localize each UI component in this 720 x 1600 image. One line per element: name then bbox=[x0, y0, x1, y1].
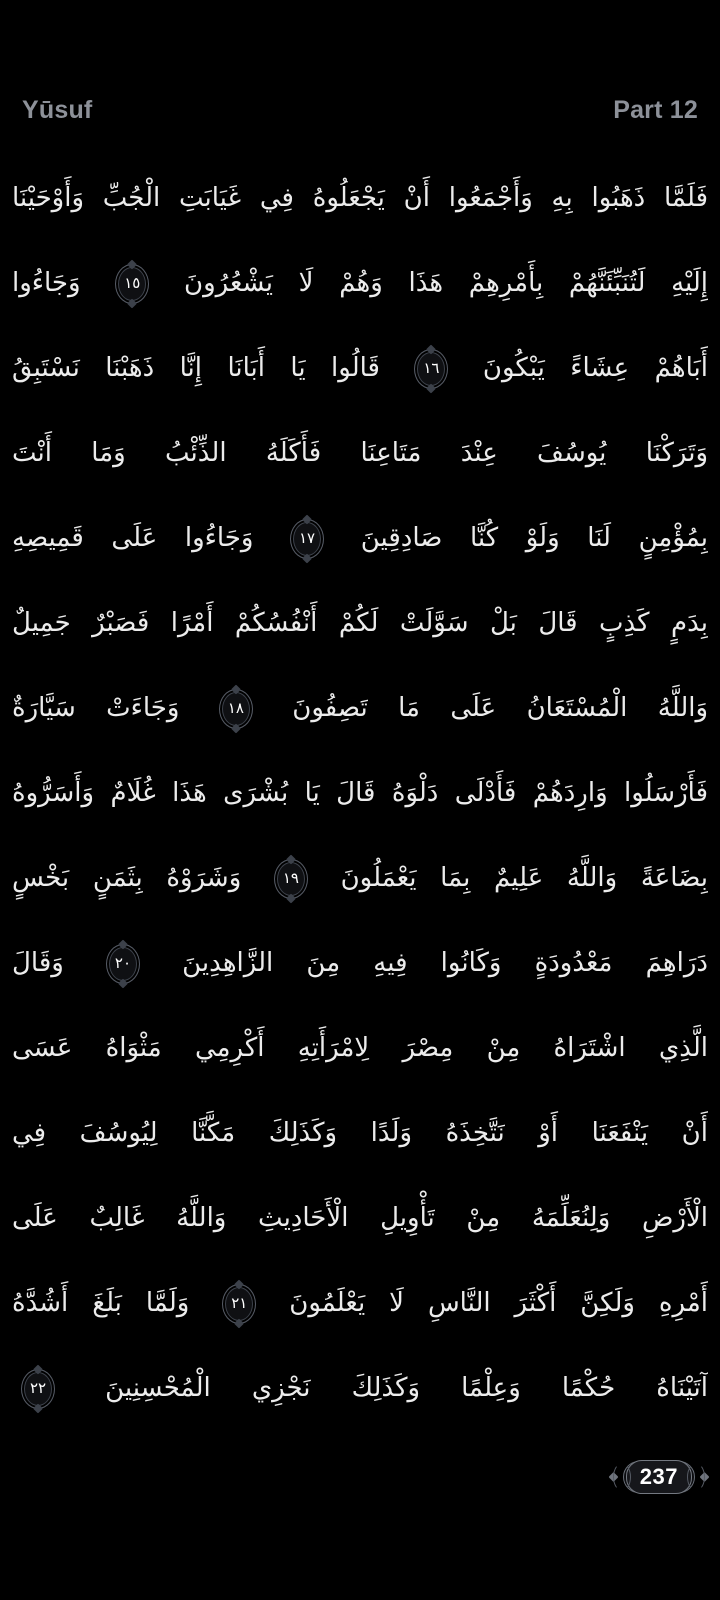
mushaf-line[interactable] bbox=[12, 1006, 708, 1091]
ayah-text: أَنْ يَنْفَعَنَا أَوْ نَتَّخِذَهُ وَلَدًا وَكَذَلِكَ مَكَّنَّا لِيُوسُفَ فِي bbox=[12, 1118, 708, 1148]
ayah-text: أَبَاهُمْ عِشَاءً يَبْكُونَ bbox=[482, 353, 708, 383]
page-number: 237 bbox=[626, 1460, 692, 1494]
ayah-end-marker: ١٨ bbox=[219, 689, 253, 729]
ayah-text: دَرَاهِمَ مَعْدُودَةٍ وَكَانُوا فِيهِ مِنَ الزَّاهِدِينَ bbox=[182, 948, 708, 978]
ayah-text: وَلَمَّا بَلَغَ أَشُدَّهُ bbox=[12, 1288, 190, 1318]
ayah-text: آتَيْنَاهُ حُكْمًا وَعِلْمًا وَكَذَلِكَ نَجْزِي الْمُحْسِنِينَ bbox=[105, 1373, 708, 1403]
ayah-end-marker: ١٧ bbox=[290, 519, 324, 559]
badge-ornament-right-icon bbox=[695, 1462, 707, 1492]
ayah-text: وَجَاءُوا bbox=[12, 268, 81, 298]
mushaf-line[interactable] bbox=[12, 751, 708, 836]
mushaf-line[interactable] bbox=[12, 496, 708, 581]
mushaf-line[interactable] bbox=[12, 1176, 708, 1261]
page-number-badge bbox=[611, 1461, 707, 1493]
mushaf-page bbox=[0, 156, 720, 1431]
mushaf-line[interactable] bbox=[12, 1261, 708, 1346]
mushaf-line[interactable] bbox=[12, 581, 708, 666]
header bbox=[0, 96, 720, 125]
ayah-text: إِلَيْهِ لَتُنَبِّئَنَّهُمْ بِأَمْرِهِمْ هَذَا وَهُمْ لَا يَشْعُرُونَ bbox=[184, 268, 708, 298]
ayah-text: فَأَرْسَلُوا وَارِدَهُمْ فَأَدْلَى دَلْوَهُ قَالَ يَا بُشْرَى هَذَا غُلَامٌ وَأَسَرُّوهُ bbox=[12, 778, 708, 808]
ayah-end-marker: ٢٠ bbox=[106, 944, 140, 984]
surah-name-label: Yūsuf bbox=[22, 96, 93, 124]
ayah-text: أَمْرِهِ وَلَكِنَّ أَكْثَرَ النَّاسِ لَا يَعْلَمُونَ bbox=[289, 1288, 708, 1318]
mushaf-line[interactable] bbox=[12, 1346, 708, 1431]
ayah-end-marker: ١٦ bbox=[414, 349, 448, 389]
mushaf-line[interactable] bbox=[12, 156, 708, 241]
mushaf-line[interactable] bbox=[12, 411, 708, 496]
mushaf-line[interactable] bbox=[12, 326, 708, 411]
ayah-end-marker: ٢٢ bbox=[21, 1369, 55, 1409]
ayah-text: الَّذِي اشْتَرَاهُ مِنْ مِصْرَ لِامْرَأَتِهِ أَكْرِمِي مَثْوَاهُ عَسَى bbox=[12, 1033, 708, 1063]
mushaf-line[interactable] bbox=[12, 836, 708, 921]
ayah-text: وَقَالَ bbox=[12, 948, 64, 978]
mushaf-line[interactable] bbox=[12, 921, 708, 1006]
ayah-end-marker: ١٥ bbox=[115, 264, 149, 304]
part-label: Part 12 bbox=[613, 96, 698, 124]
badge-ornament-left-icon bbox=[611, 1462, 623, 1492]
ayah-text: وَتَرَكْنَا يُوسُفَ عِنْدَ مَتَاعِنَا فَأَكَلَهُ الذِّئْبُ وَمَا أَنْتَ bbox=[12, 438, 708, 468]
ayah-end-marker: ١٩ bbox=[274, 859, 308, 899]
ayah-text: الْأَرْضِ وَلِنُعَلِّمَهُ مِنْ تَأْوِيلِ الْأَحَادِيثِ وَاللَّهُ غَالِبٌ عَلَى bbox=[12, 1203, 708, 1233]
ayah-text: قَالُوا يَا أَبَانَا إِنَّا ذَهَبْنَا نَسْتَبِقُ bbox=[12, 353, 380, 383]
ayah-text: بِضَاعَةً وَاللَّهُ عَلِيمٌ بِمَا يَعْمَلُونَ bbox=[340, 863, 708, 893]
ayah-text: وَشَرَوْهُ بِثَمَنٍ بَخْسٍ bbox=[12, 863, 242, 893]
mushaf-line[interactable] bbox=[12, 241, 708, 326]
ayah-text: وَاللَّهُ الْمُسْتَعَانُ عَلَى مَا تَصِفُونَ bbox=[292, 693, 708, 723]
ayah-text: فَلَمَّا ذَهَبُوا بِهِ وَأَجْمَعُوا أَنْ يَجْعَلُوهُ فِي غَيَابَتِ الْجُبِّ وَأَوْحَيْنَا bbox=[12, 183, 708, 213]
mushaf-lines bbox=[12, 156, 708, 1431]
ayah-text: بِمُؤْمِنٍ لَنَا وَلَوْ كُنَّا صَادِقِينَ bbox=[360, 523, 708, 553]
ayah-text: وَجَاءُوا عَلَى قَمِيصِهِ bbox=[12, 523, 254, 553]
mushaf-line[interactable] bbox=[12, 1091, 708, 1176]
mushaf-line[interactable] bbox=[12, 666, 708, 751]
ayah-text: وَجَاءَتْ سَيَّارَةٌ bbox=[12, 693, 180, 723]
ayah-end-marker: ٢١ bbox=[222, 1284, 256, 1324]
ayah-text: بِدَمٍ كَذِبٍ قَالَ بَلْ سَوَّلَتْ لَكُمْ أَنْفُسُكُمْ أَمْرًا فَصَبْرٌ جَمِيلٌ bbox=[12, 608, 708, 638]
